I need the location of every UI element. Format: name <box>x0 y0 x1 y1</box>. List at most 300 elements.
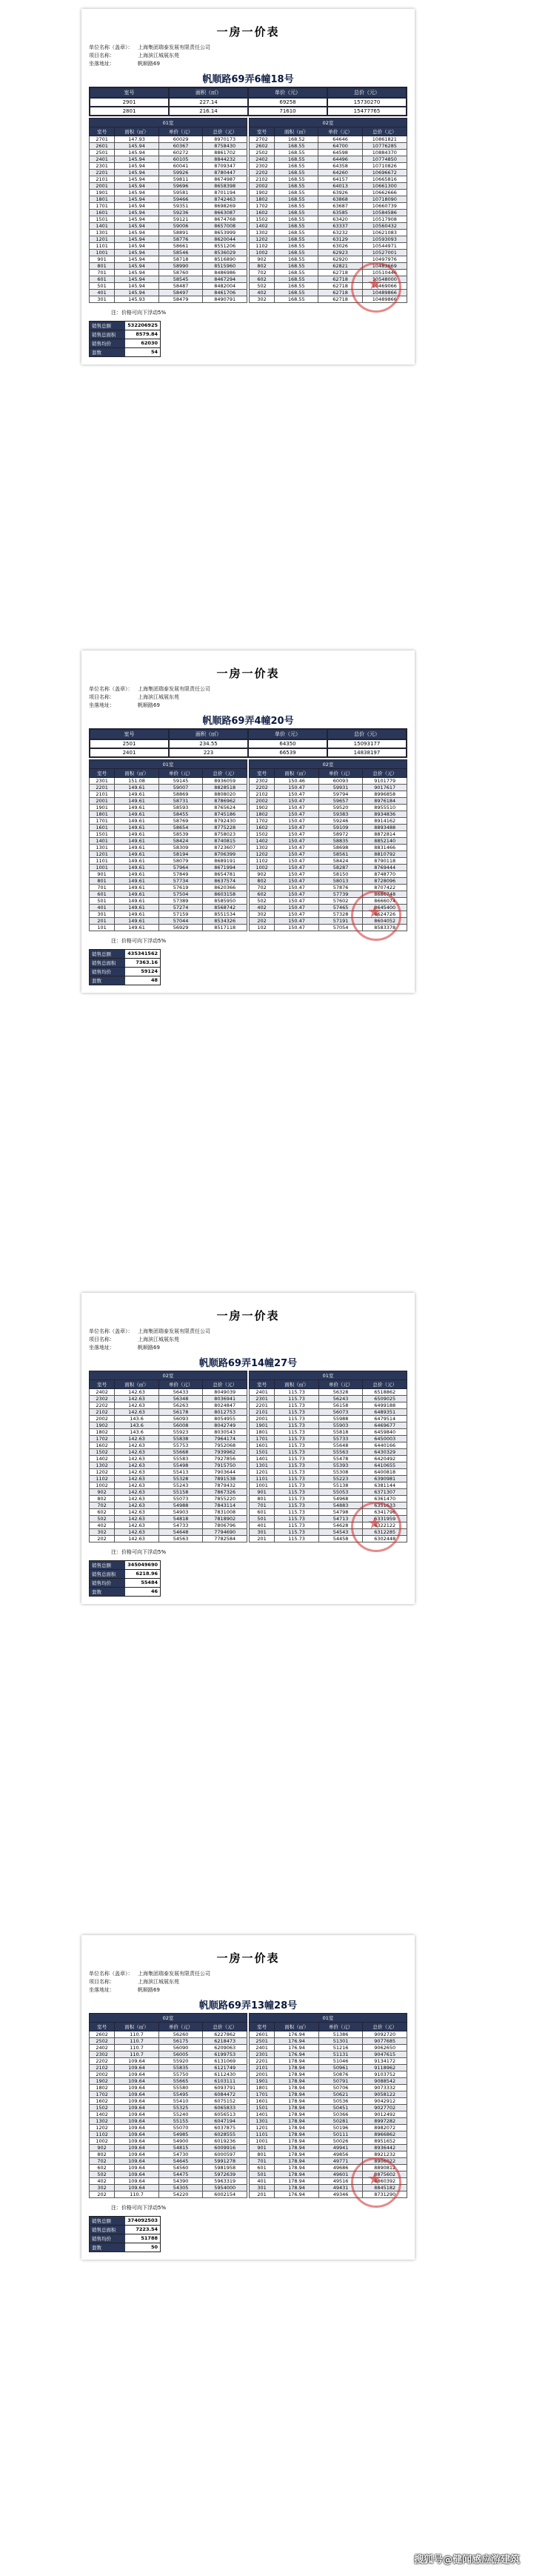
meta-row <box>89 44 407 52</box>
table-cell: 57734 <box>158 878 203 885</box>
table-cell: 1602 <box>90 2098 115 2105</box>
table-cell: 301 <box>90 296 115 303</box>
table-cell: 1201 <box>90 236 115 243</box>
table-cell: 168.55 <box>275 223 318 230</box>
table-cell: 57328 <box>318 911 363 918</box>
table-row <box>90 2178 247 2185</box>
table-cell: 59520 <box>318 805 363 811</box>
table-cell: 145.94 <box>115 176 159 183</box>
column-header: 室号 <box>90 127 115 136</box>
table-cell: 1302 <box>250 845 275 851</box>
table-cell: 601 <box>90 891 115 898</box>
table-cell: 168.55 <box>275 216 318 223</box>
table-cell: 58487 <box>158 283 203 290</box>
table-cell: 2002 <box>250 798 275 805</box>
table-cell: 56433 <box>158 1389 203 1396</box>
table-cell: 150.47 <box>275 918 319 925</box>
table-cell: 8845182 <box>363 2185 407 2191</box>
table-row <box>250 176 407 183</box>
table-cell: 149.61 <box>115 831 159 838</box>
table-cell: 149.61 <box>115 811 159 818</box>
table-cell: 150.47 <box>275 845 319 851</box>
table-cell: 1602 <box>250 210 275 216</box>
table-cell: 62718 <box>318 283 362 290</box>
summary-cell: 64350 <box>248 739 327 748</box>
table-cell: 2101 <box>250 2065 275 2071</box>
table-cell: 54968 <box>318 1496 363 1502</box>
table-cell: 6420492 <box>363 1456 407 1462</box>
table-row <box>250 2151 407 2158</box>
column-header: 单价（元） <box>318 1380 363 1389</box>
table-cell: 8810792 <box>363 851 407 858</box>
table-cell: 150.47 <box>275 885 319 891</box>
table-cell: 149.61 <box>115 898 159 905</box>
totals-value: 50 <box>150 2244 158 2250</box>
table-cell: 8654781 <box>203 871 247 878</box>
table-row <box>90 2078 247 2085</box>
table-cell: 145.94 <box>115 216 159 223</box>
meta-label: 单位名称（盖章）： <box>89 1971 133 1977</box>
table-cell: 142.63 <box>115 1389 159 1396</box>
table-cell: 142.63 <box>115 1476 159 1482</box>
table-cell: 6390981 <box>363 1476 407 1482</box>
table-cell: 109.64 <box>115 2071 159 2078</box>
table-cell: 145.94 <box>115 263 159 270</box>
table-cell: 51301 <box>318 2038 363 2045</box>
table-cell: 176.94 <box>275 2191 319 2198</box>
table-row <box>250 1449 407 1456</box>
table-cell: 109.64 <box>115 2085 159 2091</box>
table-cell: 149.61 <box>115 798 159 805</box>
table-cell: 178.94 <box>275 2118 319 2125</box>
column-header: 室号 <box>90 769 115 778</box>
table-row <box>90 1456 247 1462</box>
table-cell: 6199753 <box>203 2051 247 2058</box>
table-cell: 6047194 <box>203 2118 247 2125</box>
table-cell: 8921232 <box>363 2151 407 2158</box>
table-cell: 49941 <box>318 2145 363 2151</box>
table-cell: 2501 <box>250 2038 275 2045</box>
totals-label: 销售总面积 <box>90 959 125 967</box>
room-group-header: 01室 <box>250 1371 407 1380</box>
table-cell: 50621 <box>318 2091 363 2098</box>
table-row <box>250 785 407 791</box>
table-cell: 2002 <box>90 1416 115 1422</box>
table-row <box>250 236 407 243</box>
table-cell: 56178 <box>158 1409 203 1416</box>
table-cell: 1902 <box>90 1422 115 1429</box>
table-cell: 63129 <box>318 236 362 243</box>
table-cell: 6351633 <box>363 1502 407 1509</box>
table-cell: 55903 <box>318 1422 363 1429</box>
table-cell: 55138 <box>318 1482 363 1489</box>
table-cell: 7939962 <box>203 1449 247 1456</box>
table-cell: 8742463 <box>203 196 247 203</box>
table-cell: 502 <box>250 898 275 905</box>
table-cell: 10660739 <box>362 203 407 210</box>
table-cell: 8534326 <box>203 918 247 925</box>
table-cell: 59351 <box>158 203 203 210</box>
table-row <box>90 865 247 871</box>
table-cell: 142.63 <box>115 1456 159 1462</box>
table-cell: 1902 <box>90 2078 115 2085</box>
company-seal <box>351 891 401 941</box>
table-row <box>250 1482 407 1489</box>
table-cell: 6410655 <box>363 1462 407 1469</box>
table-cell: 9118962 <box>363 2065 407 2071</box>
table-cell: 50196 <box>318 2125 363 2131</box>
summary-cell: 216.14 <box>169 107 248 116</box>
table-cell: 8769444 <box>363 865 407 871</box>
table-row <box>250 210 407 216</box>
table-cell: 202 <box>90 2191 115 2198</box>
totals-row <box>90 976 160 985</box>
table-cell: 10489866 <box>362 290 407 296</box>
column-header: 面积（㎡） <box>275 1380 319 1389</box>
column-header: 总价（元） <box>363 2023 407 2031</box>
table-cell: 59383 <box>318 811 363 818</box>
table-cell: 168.55 <box>275 256 318 263</box>
table-cell: 2202 <box>90 2058 115 2065</box>
table-row <box>90 1522 247 1529</box>
table-row <box>250 2105 407 2111</box>
table-cell: 1401 <box>250 2111 275 2118</box>
table-cell: 8603158 <box>203 891 247 898</box>
table-row <box>90 2058 247 2065</box>
totals-label: 销售均价 <box>90 968 125 976</box>
table-cell: 9017617 <box>363 785 407 791</box>
table-cell: 6000597 <box>203 2151 247 2158</box>
column-header: 总价（元） <box>363 1380 407 1389</box>
table-cell: 58287 <box>318 865 363 871</box>
price-note: 注：价格可向下浮动5% <box>111 2205 167 2211</box>
table-cell: 150.47 <box>275 818 319 825</box>
table-row <box>90 838 247 845</box>
table-row <box>90 851 247 858</box>
table-cell: 150.47 <box>275 871 319 878</box>
table-row <box>250 1436 407 1442</box>
table-cell: 1101 <box>90 858 115 865</box>
table-cell: 59581 <box>158 190 203 196</box>
table-cell: 54883 <box>318 1502 363 1509</box>
table-cell: 145.94 <box>115 223 159 230</box>
table-cell: 142.63 <box>115 1496 159 1502</box>
table-cell: 6331959 <box>363 1516 407 1522</box>
table-cell: 1602 <box>250 825 275 831</box>
table-cell: 178.94 <box>275 2085 319 2091</box>
table-cell: 8686748 <box>363 891 407 898</box>
table-cell: 1401 <box>250 1456 275 1462</box>
table-row <box>250 871 407 878</box>
table-cell: 115.73 <box>275 1416 319 1422</box>
table-cell: 8748770 <box>363 871 407 878</box>
table-cell: 58760 <box>158 270 203 276</box>
table-cell: 10593093 <box>362 236 407 243</box>
table-cell: 8775228 <box>203 825 247 831</box>
table-cell: 115.73 <box>275 1422 319 1429</box>
table-cell: 8996858 <box>363 791 407 798</box>
table-cell: 8936059 <box>203 778 247 785</box>
table-cell: 7952068 <box>203 1442 247 1449</box>
table-cell: 802 <box>250 263 275 270</box>
table-cell: 60093 <box>318 778 363 785</box>
table-cell: 109.64 <box>115 2165 159 2171</box>
table-row <box>250 2111 407 2118</box>
table-row <box>90 156 247 163</box>
table-cell: 802 <box>90 2151 115 2158</box>
table-cell: 58194 <box>158 851 203 858</box>
table-cell: 49771 <box>318 2158 363 2165</box>
column-header: 单价（元） <box>158 769 203 778</box>
table-cell: 55838 <box>158 1436 203 1442</box>
table-row <box>250 190 407 196</box>
table-cell: 7794690 <box>203 1529 247 1536</box>
table-cell: 401 <box>90 290 115 296</box>
table-row <box>90 805 247 811</box>
table-cell: 7867326 <box>203 1489 247 1496</box>
totals-row <box>90 1561 160 1569</box>
table-cell: 60272 <box>158 150 203 156</box>
table-cell: 2102 <box>90 2065 115 2071</box>
table-row <box>90 2071 247 2078</box>
table-cell: 8689191 <box>203 858 247 865</box>
table-cell: 150.47 <box>275 898 319 905</box>
table-cell: 9103752 <box>363 2071 407 2078</box>
table-cell: 9073332 <box>363 2085 407 2091</box>
table-cell: 1101 <box>90 243 115 250</box>
table-row <box>90 1476 247 1482</box>
table-cell: 1301 <box>250 2118 275 2125</box>
table-cell: 2402 <box>250 156 275 163</box>
table-cell: 1601 <box>90 210 115 216</box>
table-cell: 115.73 <box>275 1529 319 1536</box>
totals-value: 59124 <box>141 968 158 974</box>
table-cell: 8049039 <box>203 1389 247 1396</box>
table-cell: 54818 <box>158 1516 203 1522</box>
table-cell: 2701 <box>90 136 115 143</box>
table-cell: 6341796 <box>363 1509 407 1516</box>
meta-label: 单位名称（盖章）： <box>89 44 133 50</box>
table-cell: 54220 <box>158 2191 203 2198</box>
table-cell: 59007 <box>158 785 203 791</box>
table-cell: 1701 <box>90 818 115 825</box>
table-cell: 601 <box>250 2165 275 2171</box>
table-cell: 6322122 <box>363 1522 407 1529</box>
table-cell: 150.47 <box>275 831 319 838</box>
table-cell: 58545 <box>158 276 203 283</box>
table-row <box>90 878 247 885</box>
meta-label: 项目名称： <box>89 1337 115 1342</box>
table-cell: 150.47 <box>275 798 319 805</box>
table-row <box>90 905 247 911</box>
table-cell: 115.73 <box>275 1469 319 1476</box>
table-cell: 10884370 <box>362 150 407 156</box>
table-cell: 58546 <box>158 250 203 256</box>
table-row <box>90 236 247 243</box>
table-cell: 55580 <box>158 2085 203 2091</box>
table-cell: 58079 <box>158 858 203 865</box>
table-cell: 8551206 <box>203 243 247 250</box>
table-cell: 60367 <box>158 143 203 150</box>
price-sheet <box>81 9 415 365</box>
table-cell: 1001 <box>90 865 115 871</box>
table-cell: 60029 <box>158 136 203 143</box>
table-cell: 145.94 <box>115 276 159 283</box>
table-cell: 8966862 <box>363 2131 407 2138</box>
table-row <box>90 1469 247 1476</box>
table-cell: 8758023 <box>203 831 247 838</box>
table-cell: 178.94 <box>275 2138 319 2145</box>
table-cell: 1801 <box>250 2085 275 2091</box>
table-cell: 7843114 <box>203 1502 247 1509</box>
table-cell: 901 <box>250 2145 275 2151</box>
table-cell: 149.61 <box>115 838 159 845</box>
table-cell: 5963319 <box>203 2178 247 2185</box>
table-cell: 6019236 <box>203 2138 247 2145</box>
table-cell: 701 <box>90 885 115 891</box>
table-cell: 178.94 <box>275 2111 319 2118</box>
table-cell: 178.94 <box>275 2071 319 2078</box>
table-cell: 1502 <box>250 831 275 838</box>
totals-row <box>90 347 160 356</box>
table-cell: 8490791 <box>203 296 247 303</box>
table-cell: 1302 <box>90 1462 115 1469</box>
table-cell: 2602 <box>250 143 275 150</box>
table-cell: 802 <box>90 1496 115 1502</box>
table-cell: 8828518 <box>203 785 247 791</box>
table-cell: 1302 <box>90 2118 115 2125</box>
table-cell: 145.94 <box>115 143 159 150</box>
table-cell: 2101 <box>90 791 115 798</box>
table-cell: 57504 <box>158 891 203 898</box>
table-cell: 5981958 <box>203 2165 247 2171</box>
table-cell: 58654 <box>158 825 203 831</box>
totals-label: 套数 <box>90 348 125 356</box>
table-row <box>90 1396 247 1402</box>
table-cell: 56263 <box>158 1402 203 1409</box>
table-cell: 63420 <box>318 216 362 223</box>
table-row <box>90 2105 247 2111</box>
unit-table-left <box>89 118 247 303</box>
table-cell: 601 <box>250 1509 275 1516</box>
column-header: 单价（元） <box>158 2023 203 2031</box>
table-cell: 142.63 <box>115 1402 159 1409</box>
room-group-header: 01室 <box>250 2014 407 2023</box>
table-row <box>250 1409 407 1416</box>
table-cell: 64598 <box>318 150 362 156</box>
table-cell: 59794 <box>318 791 363 798</box>
table-cell: 63926 <box>318 190 362 196</box>
table-row <box>90 798 247 805</box>
table-cell: 50026 <box>318 2138 363 2145</box>
table-cell: 55328 <box>158 1476 203 1482</box>
meta-label: 项目名称： <box>89 694 115 700</box>
table-cell: 2302 <box>250 163 275 170</box>
table-cell: 1201 <box>90 851 115 858</box>
totals-row <box>90 1587 160 1596</box>
table-cell: 402 <box>90 2178 115 2185</box>
table-cell: 2501 <box>90 150 115 156</box>
table-cell: 502 <box>90 1516 115 1522</box>
table-row <box>90 2045 247 2051</box>
table-cell: 8486986 <box>203 270 247 276</box>
table-cell: 150.47 <box>275 851 319 858</box>
table-cell: 149.61 <box>115 871 159 878</box>
table-cell: 145.94 <box>115 243 159 250</box>
sheet-title: 一房一价表 <box>216 27 280 39</box>
table-row <box>90 1496 247 1502</box>
table-cell: 8740815 <box>203 838 247 845</box>
table-cell: 7831008 <box>203 1509 247 1516</box>
totals-row <box>90 339 160 347</box>
table-cell: 602 <box>90 1509 115 1516</box>
table-cell: 2202 <box>250 785 275 791</box>
room-group-header: 02室 <box>90 2014 247 2023</box>
table-cell: 109.64 <box>115 2078 159 2085</box>
table-cell: 149.61 <box>115 918 159 925</box>
table-cell: 5991278 <box>203 2158 247 2165</box>
price-sheet <box>81 1935 415 2260</box>
table-row <box>90 785 247 791</box>
summary-header: 单价（元） <box>248 87 327 98</box>
table-row <box>90 223 247 230</box>
column-header: 室号 <box>250 769 275 778</box>
table-cell: 1102 <box>250 858 275 865</box>
table-cell: 202 <box>90 1536 115 1542</box>
table-cell: 8745186 <box>203 811 247 818</box>
table-row <box>90 898 247 905</box>
table-cell: 58539 <box>158 831 203 838</box>
totals-box <box>89 949 161 985</box>
table-cell: 64646 <box>318 136 362 143</box>
table-cell: 59006 <box>158 223 203 230</box>
table-cell: 401 <box>90 905 115 911</box>
table-cell: 7879432 <box>203 1482 247 1489</box>
column-header: 面积（㎡） <box>275 2023 319 2031</box>
totals-row <box>90 1569 160 1578</box>
column-header: 室号 <box>250 2023 275 2031</box>
unit-table-left <box>89 1371 247 1542</box>
table-cell: 54988 <box>158 1502 203 1509</box>
table-row <box>90 1449 247 1456</box>
table-cell: 2201 <box>90 170 115 176</box>
table-cell: 60041 <box>158 163 203 170</box>
meta-value: 上海滨江城展东苑 <box>138 694 179 700</box>
table-cell: 55988 <box>318 1416 363 1422</box>
table-cell: 57191 <box>318 918 363 925</box>
table-cell: 902 <box>90 2145 115 2151</box>
table-cell: 54985 <box>158 2131 203 2138</box>
table-cell: 6131069 <box>203 2058 247 2065</box>
table-cell: 8982072 <box>363 2125 407 2131</box>
table-cell: 55750 <box>158 2071 203 2078</box>
table-cell: 110.7 <box>115 2191 159 2198</box>
table-row <box>90 1502 247 1509</box>
table-cell: 10483669 <box>362 263 407 270</box>
table-cell: 109.64 <box>115 2145 159 2151</box>
column-header: 单价（元） <box>158 127 203 136</box>
table-cell: 55498 <box>158 1462 203 1469</box>
table-cell: 7903644 <box>203 1469 247 1476</box>
table-cell: 145.94 <box>115 230 159 236</box>
table-cell: 2702 <box>250 136 275 143</box>
table-cell: 7927856 <box>203 1456 247 1462</box>
table-cell: 149.61 <box>115 905 159 911</box>
table-cell: 150.47 <box>275 805 319 811</box>
table-row <box>250 831 407 838</box>
table-cell: 60105 <box>158 156 203 163</box>
table-cell: 6440166 <box>363 1442 407 1449</box>
